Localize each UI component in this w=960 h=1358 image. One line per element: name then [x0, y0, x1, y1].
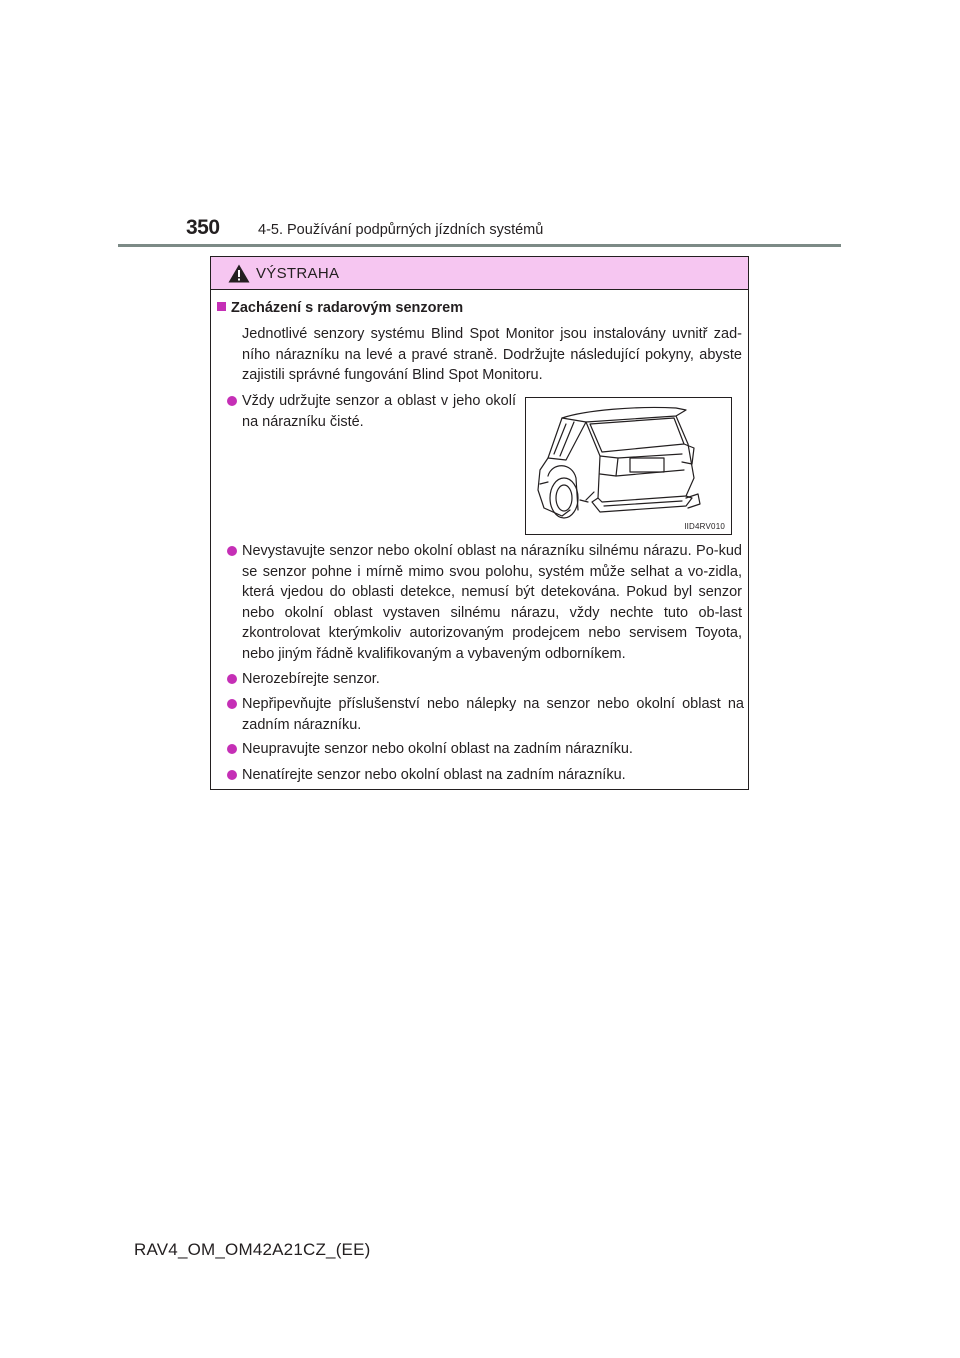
- bullet-item: [242, 694, 744, 735]
- bullet-text: Nerozebírejte senzor.: [242, 671, 380, 687]
- bullet-dot-icon: [227, 396, 237, 406]
- bullet-text: Nenatírejte senzor nebo okolní oblast na zadním nárazníku.: [242, 767, 626, 783]
- section-title: 4-5. Používání podpůrných jízdních systémů: [258, 222, 544, 238]
- page-number: 350: [186, 216, 220, 239]
- bullet-text: Nevystavujte senzor nebo okolní oblast na nárazníku silnému nárazu. Po-kud se senzor pohne i mírně mimo svou polohu, systém může selhat a vo-zidla, která vjedou do oblasti detekce, nemusí být detekována. Pokud byl senzor nebo okolní oblast vystaven silnému nárazu, vždy nechte tuto ob-last zkontrolovat kterýmkoliv autorizovaným prodejcem nebo servisem Toyota, nebo jiným řádně kvalifikovaným a vybaveným odborníkem.: [242, 543, 742, 662]
- header-rule: [118, 244, 841, 247]
- figure-rear-car: [525, 397, 732, 535]
- bullet-item: [242, 669, 742, 690]
- footer-doc-id: RAV4_OM_OM42A21CZ_(EE): [134, 1240, 371, 1259]
- intro-paragraph: Jednotlivé senzory systému Blind Spot Monitor jsou instalovány uvnitř zad-ního nárazníku na levé a pravé straně. Dodržujte následující pokyny, abyste zajistili správné fungování Blind Spot Monitoru.: [242, 326, 742, 383]
- bullet-item: [242, 541, 742, 664]
- bullet-dot-icon: [227, 674, 237, 684]
- subheading: [217, 300, 463, 316]
- bullet-text: Nepřipevňujte příslušenství nebo nálepky na senzor nebo okolní oblast na zadním nárazníku.: [242, 696, 744, 733]
- bullet-text: Neupravujte senzor nebo okolní oblast na zadním nárazníku.: [242, 741, 633, 757]
- bullet-item: [242, 391, 516, 432]
- bullet-dot-icon: [227, 770, 237, 780]
- bullet-dot-icon: [227, 699, 237, 709]
- warning-box: [210, 256, 749, 790]
- figure-code: IID4RV010: [684, 522, 725, 531]
- bullet-dot-icon: [227, 546, 237, 556]
- bullet-item: [242, 765, 742, 786]
- square-bullet-icon: [217, 302, 226, 311]
- bullet-dot-icon: [227, 744, 237, 754]
- rear-car-illustration-icon: [526, 398, 731, 534]
- bullet-text: Vždy udržujte senzor a oblast v jeho okolí na nárazníku čisté.: [242, 393, 516, 430]
- warning-triangle-icon: [228, 264, 250, 283]
- warning-title: VÝSTRAHA: [256, 265, 340, 282]
- bullet-item: [242, 739, 742, 760]
- warning-header: [211, 257, 748, 290]
- subheading-text: Zacházení s radarovým senzorem: [231, 300, 464, 316]
